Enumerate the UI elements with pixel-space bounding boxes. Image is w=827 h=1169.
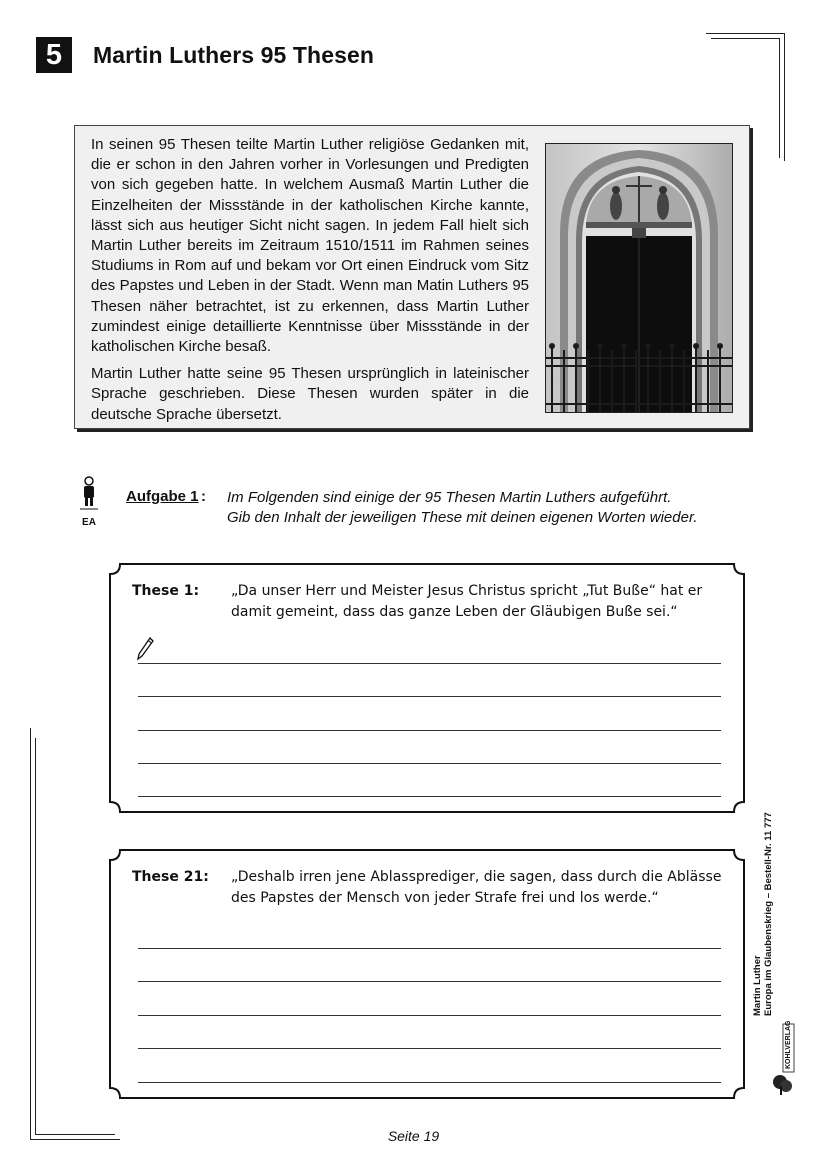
- single-work-icon: [79, 476, 99, 528]
- thesis-quote-line-2: des Papstes der Mensch von jeder Strafe frei und los werde.“: [231, 890, 659, 906]
- answer-line[interactable]: [138, 763, 721, 764]
- corner-line-top-v2: [779, 38, 780, 158]
- corner-line-bottom-v: [30, 728, 31, 1139]
- task-colon: :: [201, 488, 206, 505]
- thesis-card-21: [108, 848, 746, 1100]
- intro-paragraph-1: In seinen 95 Thesen teilte Martin Luther religiöse Gedanken mit, die er schon in den Jahren vorher in Vorlesungen und Predigten von sich gegeben hatte. In welchem Ausmaß Martin Luther die Einzelheiten der Missstände in der katholischen Kirche kannte, lässt sich aus heutiger Sicht nicht sagen. In jedem Fall hielt sich Martin Luther bereits im Zeitraum 1510/1511 im Rahmen seines Studiums in Rom auf und bekam vor Ort einen Eindruck vom Sitz des Papstes und Leben in der Stadt. Wenn man Matin Luthers 95 Thesen näher betrachtet, ist zu erkennen, dass Martin Luther zumindest einige detaillierte Kenntnisse über Missstände in der katholischen Kirche besaß.: [91, 136, 529, 356]
- answer-line[interactable]: [138, 1048, 721, 1049]
- thesis-quote-line-1: „Da unser Herr und Meister Jesus Christus spricht „Tut Buße“ hat er: [231, 583, 703, 599]
- intro-paragraph-2: Martin Luther hatte seine 95 Thesen ursprünglich in lateinischer Sprache geschrieben. Diese Thesen wurden später in die deutsche Sprache übersetzt.: [91, 365, 529, 423]
- answer-line[interactable]: [138, 981, 721, 982]
- thesis-quote-line-2: damit gemeint, dass das ganze Leben der Gläubigen Buße sei.“: [231, 604, 678, 620]
- thesis-label: These 1:: [132, 583, 200, 599]
- tree-logo-icon: [770, 1022, 796, 1096]
- person-icon: [79, 476, 99, 512]
- church-door-illustration: [546, 144, 732, 412]
- task-line-1: Im Folgenden sind einige der 95 Thesen Martin Luthers aufgeführt.: [227, 489, 672, 506]
- task-instructions: [227, 488, 698, 528]
- thesis-quote: [231, 581, 731, 623]
- thesis-label: These 21:: [132, 869, 209, 885]
- thesis-quote-line-1: „Deshalb irren jene Ablassprediger, die sagen, dass durch die Ablässe: [231, 869, 722, 885]
- answer-line[interactable]: [138, 796, 721, 797]
- corner-line-top-h2: [711, 38, 779, 39]
- task-label: Aufgabe 1: [126, 488, 199, 505]
- thesis-quote: [231, 867, 731, 909]
- answer-line[interactable]: [138, 663, 721, 664]
- publisher-side-text: [752, 716, 774, 1016]
- page-title: Martin Luthers 95 Thesen: [93, 42, 375, 68]
- answer-line[interactable]: [138, 730, 721, 731]
- pencil-icon: [136, 636, 154, 662]
- corner-line-bottom-v2: [35, 738, 36, 1134]
- intro-text: [91, 135, 529, 432]
- intro-box: [74, 125, 750, 429]
- side-line-1: Martin Luther: [752, 955, 763, 1016]
- answer-line[interactable]: [138, 948, 721, 949]
- side-line-2: Europa im Glaubenskrieg – Bestell-Nr. 11 777: [763, 812, 774, 1016]
- thesis-card-1: [108, 562, 746, 814]
- corner-line-top-h: [706, 33, 784, 34]
- corner-line-top-v: [784, 33, 785, 161]
- publisher-logo: [770, 1022, 796, 1096]
- chapter-number-badge: 5: [36, 37, 72, 73]
- church-portal-photo: [545, 143, 733, 413]
- task-line-2: Gib den Inhalt der jeweiligen These mit deinen eigenen Worten wieder.: [227, 509, 698, 526]
- publisher-name: KOHLVERLAG: [785, 1020, 792, 1069]
- answer-line[interactable]: [138, 696, 721, 697]
- answer-line[interactable]: [138, 1015, 721, 1016]
- page-number: Seite 19: [387, 1128, 440, 1144]
- ea-label: EA: [82, 517, 96, 528]
- answer-line[interactable]: [138, 1082, 721, 1083]
